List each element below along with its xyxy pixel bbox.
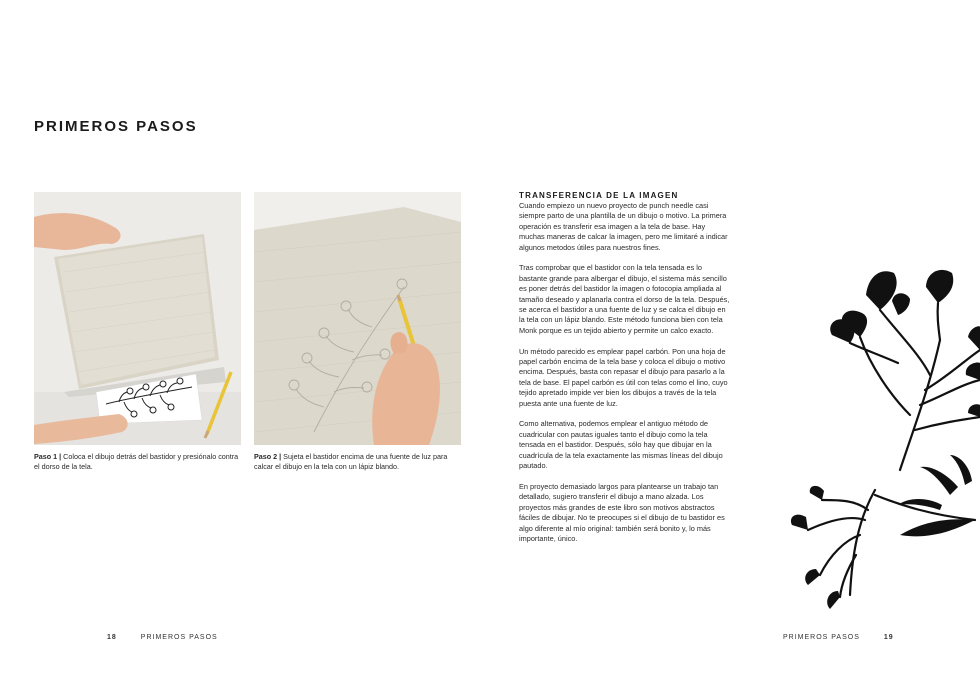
article-paragraph: Un método parecido es emplear papel carbón. Pon una hoja de papel carbón encima de la tela base y coloca el dibujo o motivo encima. Después, basta con repasar el dibujo para pasarlo a la tela de base. El papel carbón es útil con telas como el lino, cuyo tejido apretado impide ver bien los dibujos a través de la tela puesta ante una fuente de luz.: [519, 346, 728, 408]
botanical-illustration: [780, 255, 980, 615]
article-column: [519, 191, 731, 555]
article-paragraph: Como alternativa, podemos emplear el antiguo método de cuadricular con pautas iguales tanto el dibujo como la tela tensada en el bastidor. Después, sólo hay que dibujar en la cuadrícula de la tela exactamente las mismas líneas del dibujo pautado.: [519, 419, 723, 471]
page-number-left: 18: [107, 634, 117, 641]
step-1-text: Coloca el dibujo detrás del bastidor y presiónalo contra el dorso de la tela.: [34, 452, 239, 471]
step-1-caption: [34, 452, 244, 471]
footer-right: [783, 634, 894, 641]
step-2-label: Paso 2 |: [254, 452, 282, 461]
page-title: PRIMEROS PASOS: [34, 118, 198, 135]
footer-left: [107, 634, 218, 641]
step-2-caption: [254, 452, 464, 471]
article-paragraph: Cuando empiezo un nuevo proyecto de punch needle casi siempre parto de una plantilla de un dibujo o motivo. La primera operación es transferir esa imagen a la tela de base. Hay muchas maneras de calcar la imagen, pero me limitaré a indicar algunos metodos útiles para nuestros fines.: [519, 201, 728, 252]
step-2-photo: [254, 192, 461, 445]
footer-section-right: PRIMEROS PASOS: [783, 634, 860, 641]
article-paragraph: Tras comprobar que el bastidor con la tela tensada es lo bastante grande para albergar el dibujo, el sistema más sencillo es poner detrás del bastidor la imagen o fotocopia ampliada al tamaño deseado y aplanarla contra el dorso de la tela. Después, se acerca el bastidor a una fuente de luz y se calca el dibujo en la tela con un lápiz blando. Este método funciona bien con tela Monk porque es un tejido abierto y permite un calco exacto.: [519, 263, 730, 335]
step-2-text: Sujeta el bastidor encima de una fuente de luz para calcar el dibujo en la tela con un lápiz blando.: [254, 452, 448, 471]
step-1-label: Paso 1 |: [34, 452, 62, 461]
article-paragraph: En proyecto demasiado largos para plantearse un trabajo tan detallado, sugiero transferir el dibujo a mano alzada. Los proyectos más grandes de este libro son motivos abstractos fáciles de dibujar. No te preocupes si el dibujo de tu bastidor es algo diferente al mío original: también será bonito y, lo más importante, único.: [519, 481, 725, 543]
footer-section-left: PRIMEROS PASOS: [140, 634, 218, 641]
article-heading: TRANSFERENCIA DE LA IMAGEN: [519, 191, 679, 200]
step-1-photo: [34, 192, 241, 445]
page-number-right: 19: [883, 634, 894, 641]
